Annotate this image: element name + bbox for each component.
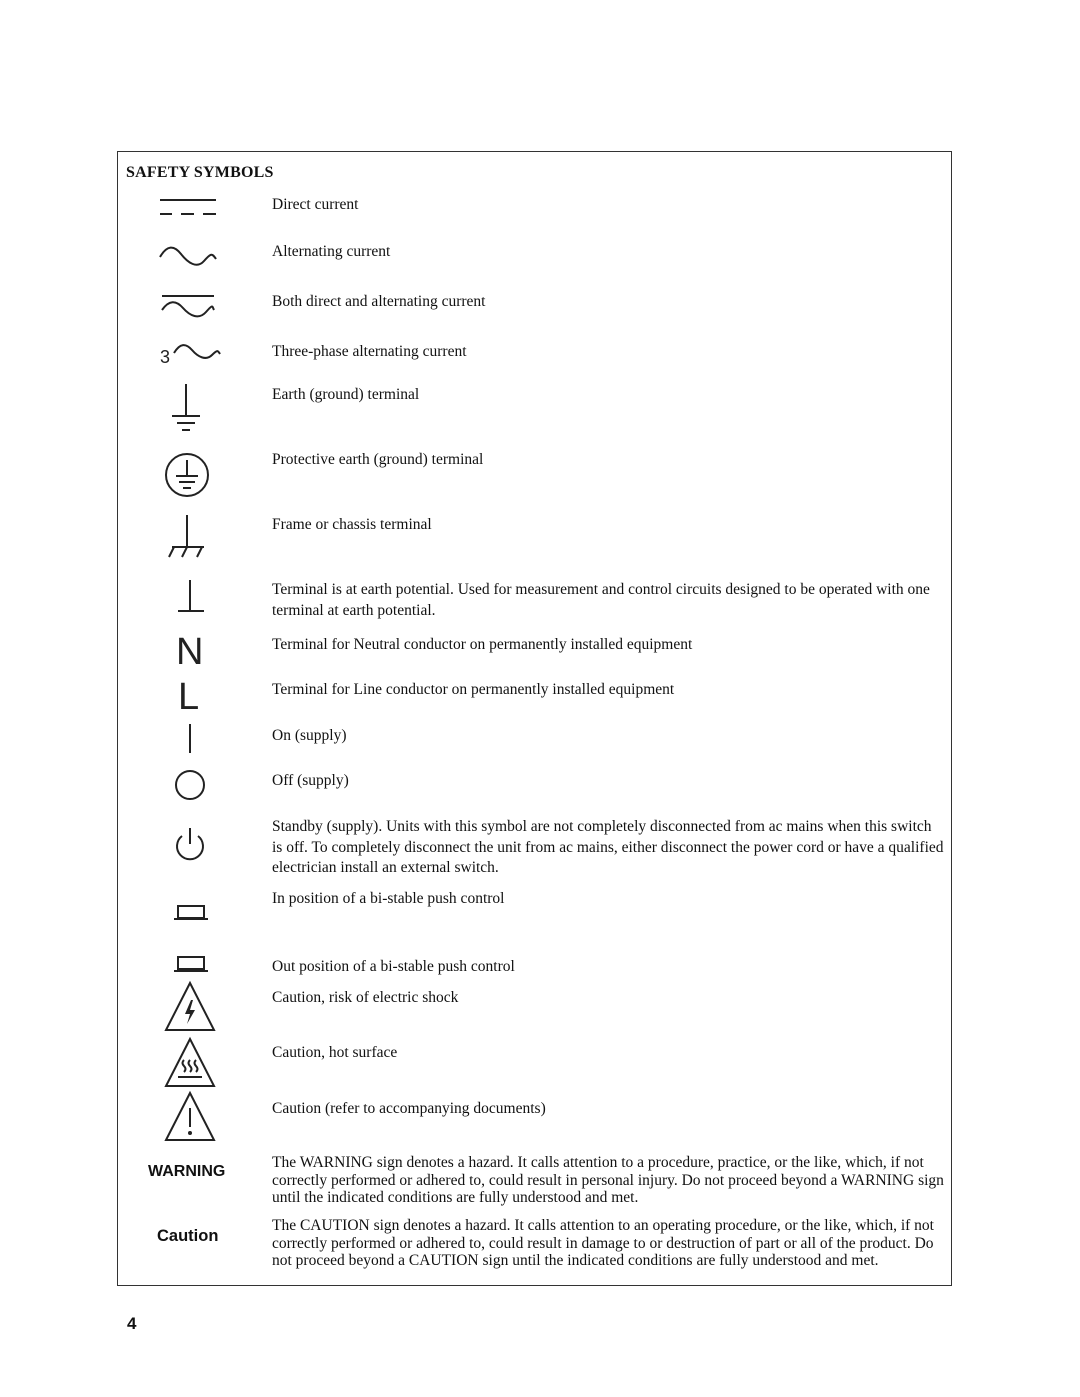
push-control-in-icon [150,902,222,924]
warning-notice-text: The WARNING sign denotes a hazard. It calls attention to a procedure, practice, or the like, which, if not correctly performed or adhered to, could result in personal injury. Do not proceed beyond a WARNING sign until the indicated conditions are fully understood and met. [272,1154,944,1206]
symbol-description: Terminal for Line conductor on permanently installed equipment [272,681,675,698]
alternating-current-icon [150,245,222,269]
direct-and-alternating-current-icon [150,292,222,322]
line-letter: L [178,676,200,713]
symbol-description: Caution, hot surface [272,1044,398,1061]
caution-sign-label: Caution [157,1227,219,1245]
earth-ground-icon [150,382,222,438]
neutral-conductor-icon [150,630,222,668]
push-control-out-icon [150,954,222,976]
three-phase-icon [150,341,222,367]
caution-documents-icon [150,1090,222,1144]
symbol-description: Three-phase alternating current [272,343,467,360]
chassis-terminal-icon [150,513,222,561]
symbol-description: Direct current [272,196,359,213]
symbol-description: Both direct and alternating current [272,293,486,310]
symbol-description: Protective earth (ground) terminal [272,451,484,468]
caution-notice-text: The CAUTION sign denotes a hazard. It calls attention to an operating procedure, or the like, which, if not correctly performed or adhered to, could result in damage to or destruction of part or all of the product. Do not proceed beyond a CAUTION sign until the indicated conditions are fully understood and met. [272,1217,934,1269]
page-number: 4 [127,1314,137,1333]
symbol-description: On (supply) [272,727,347,744]
symbol-description: Out position of a bi-stable push control [272,958,515,975]
symbol-description: Off (supply) [272,772,349,789]
section-title: SAFETY SYMBOLS [126,164,274,181]
symbol-description: Standby (supply). Units with this symbol are not completely disconnected from ac mains when this switch is off. To completely disconnect the unit from ac mains, either disconnect the power cord or have a qualified electrician install an external switch. [272,818,944,876]
symbol-description: In position of a bi-stable push control [272,890,505,907]
earth-potential-icon [150,578,222,616]
symbol-description: Terminal is at earth potential. Used for measurement and control circuits designed to be operated with one terminal at earth potential. [272,581,930,619]
symbol-description: Caution (refer to accompanying documents) [272,1100,546,1117]
warning-sign-label: WARNING [148,1163,226,1180]
hot-surface-warning-icon [150,1036,222,1090]
electric-shock-warning-icon [150,980,222,1034]
symbol-description: Frame or chassis terminal [272,516,432,533]
three-phase-label: 3 [160,347,171,367]
symbol-description: Terminal for Neutral conductor on permanently installed equipment [272,636,693,653]
standby-power-icon [150,826,222,862]
neutral-letter: N [176,631,204,668]
on-supply-icon [150,722,222,756]
symbol-description: Earth (ground) terminal [272,386,420,403]
symbol-description: Alternating current [272,243,391,260]
symbol-description: Caution, risk of electric shock [272,989,459,1006]
line-conductor-icon [150,675,222,713]
off-supply-icon [150,768,222,802]
direct-current-icon [150,195,222,221]
protective-earth-icon [150,450,222,500]
